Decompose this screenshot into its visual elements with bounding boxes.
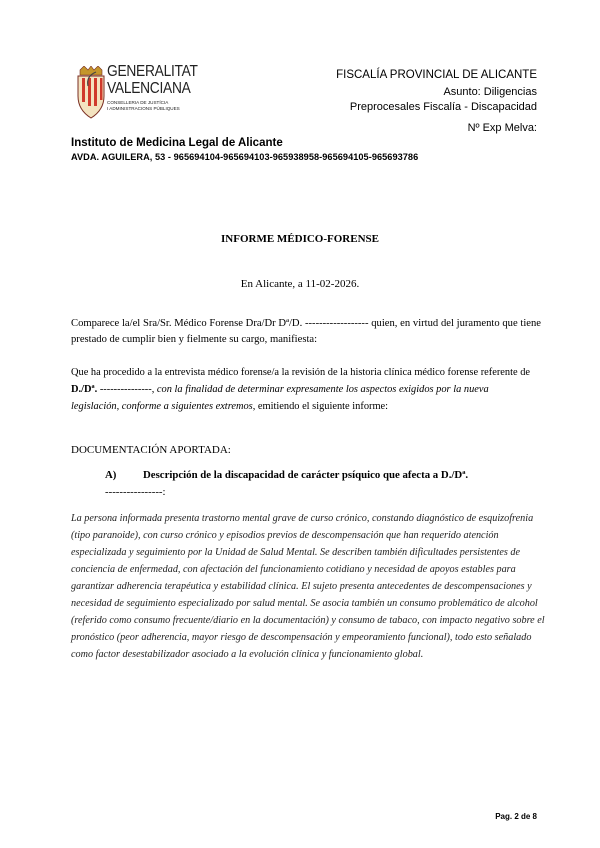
- preprocesales: Preprocesales Fiscalía - Discapacidad: [349, 101, 537, 113]
- documentation-heading: DOCUMENTACIÓN APORTADA:: [71, 444, 231, 456]
- logo-sub1: CONSELLERIA DE JUSTÍCIA: [107, 100, 169, 105]
- p2-text-a: Que ha procedido a la entrevista médico forense/a la revisión de la historia clínica médico forense referente de: [71, 367, 531, 378]
- section-a-title: Descripción de la discapacidad de carácter psíquico que afecta a D./Dª.: [143, 469, 469, 481]
- p2-person: D./Dª.: [71, 384, 98, 395]
- report-title: INFORME MÉDICO-FORENSE: [221, 233, 379, 245]
- section-a-label: A): [105, 469, 117, 481]
- paragraph-comparece: Comparece la/el Sra/Sr. Médico Forense Dra/Dr Dª/D. ------------------ quien, en virtud del juramento que tiene prestado de cumplir bien y fielmente su cargo, manifiesta:: [71, 318, 541, 345]
- institute-name: Instituto de Medicina Legal de Alicante: [71, 137, 283, 149]
- header-right: [336, 68, 537, 136]
- section-a-body: La persona informada presenta trastorno mental grave de curso crónico, constando diagnóstico de esquizofrenia (tipo paranoide), con curso crónico y episodios previos de descompensación que han requerido atención especializada y seguimiento por la Unidad de Salud Mental. Se describen también dificultades persistentes de conciencia de enfermedad, con afectación del funcionamiento cotidiano y necesidad de apoyos estables para garantizar adherencia terapéutica y estabilidad clínica. El sujeto presenta antecedentes de descompensaciones y necesidad de seguimiento especializado por salud mental. Se asocia también un consumo problemático de alcohol (referido como consumo frecuente/diario en la documentación) y consumo de tabaco, con impacto negativo sobre el pronóstico (peor adherencia, mayor riesgo de descompensación y empeoramiento funcional), todo esto señalado como factor desestabilizador asociado a la evolución clínica y funcionamiento global.: [71, 513, 545, 660]
- logo-text: [107, 64, 212, 111]
- logo-line2: VALENCIANA: [107, 80, 191, 97]
- coat-of-arms-icon: [78, 66, 104, 118]
- p2-italic: con la finalidad de determinar expresamente los aspectos exigidos por la nueva legislación, conforme a siguientes extremos: [71, 384, 489, 412]
- section-a-subject: ----------------:: [105, 486, 166, 498]
- p2-dashes: ---------------,: [97, 384, 157, 395]
- fiscalia-title: FISCALÍA PROVINCIAL DE ALICANTE: [336, 69, 537, 81]
- exp-number: Nº Exp Melva:: [467, 122, 537, 134]
- logo-sub2: I ADMINISTRACIONS PÚBLIQUES: [107, 105, 180, 111]
- asunto: Asunto: Diligencias: [443, 86, 537, 98]
- page-number: Pag. 2 de 8: [495, 812, 537, 821]
- institute-address: AVDA. AGUILERA, 53 - 965694104-965694103-965938958-965694105-965693786: [71, 152, 419, 162]
- p2-text-e: , emitiendo el siguiente informe:: [252, 401, 389, 412]
- place-date: En Alicante, a 11-02-2026.: [240, 278, 360, 290]
- paragraph-procedimiento: [71, 364, 539, 415]
- logo-line1: GENERALITAT: [107, 63, 198, 80]
- section-a-heading: [105, 469, 468, 481]
